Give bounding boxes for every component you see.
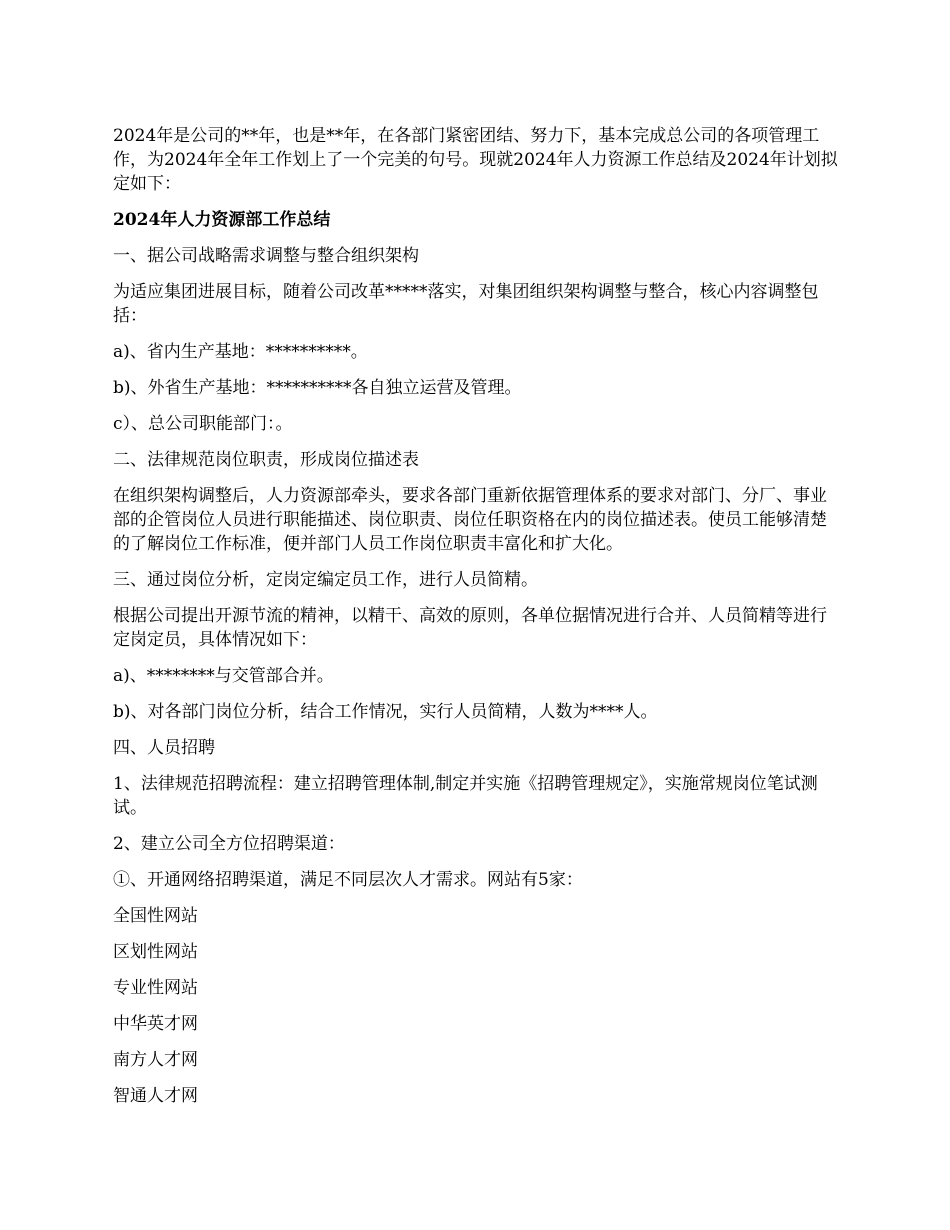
paragraph: 为适应集团进展目标，随着公司改革*****落实，对集团组织架构调整与整合，核心内容调整包括： [113, 282, 819, 326]
section-heading-2: 二、法律规范岗位职责，形成岗位描述表 [113, 450, 419, 470]
document-body [113, 124, 838, 1120]
intro-paragraph: 2024年是公司的**年，也是**年，在各部门紧密团结、努力下，基本完成总公司的各项管理工作，为2024年全年工作划上了一个完美的句号。现就2024年人力资源工作总结及2024年计划拟定如下： [113, 126, 838, 194]
list-item: 专业性网站 [113, 978, 198, 998]
list-item: b)、对各部门岗位分析，结合工作情况，实行人员简精，人数为****人。 [113, 702, 658, 722]
list-item: 全国性网站 [113, 906, 198, 926]
section-heading-1: 一、据公司战略需求调整与整合组织架构 [113, 246, 419, 266]
list-item: a)、省内生产基地：**********。 [113, 342, 368, 362]
list-item: 南方人才网 [113, 1050, 198, 1070]
list-item: 2、建立公司全方位招聘渠道： [113, 834, 345, 854]
list-item: b)、外省生产基地：**********各自独立运营及管理。 [113, 378, 522, 398]
paragraph: 根据公司提出开源节流的精神，以精干、高效的原则，各单位据情况进行合并、人员简精等进行定岗定员，具体情况如下： [113, 606, 827, 650]
list-item: c）、总公司职能部门：。 [113, 414, 293, 434]
list-item: 1、法律规范招聘流程：建立招聘管理体制,制定并实施《招聘管理规定》，实施常规岗位笔试测试。 [113, 774, 818, 818]
list-item: a)、********与交管部合并。 [113, 666, 334, 686]
section-heading-3: 三、通过岗位分析，定岗定编定员工作，进行人员简精。 [113, 570, 538, 590]
paragraph: 在组织架构调整后，人力资源部牵头，要求各部门重新依据管理体系的要求对部门、分厂、事业部的企管岗位人员进行职能描述、岗位职责、岗位任职资格在内的岗位描述表。使员工能够清楚的了解岗位工作标准，便并部门人员工作岗位职责丰富化和扩大化。 [113, 486, 827, 554]
list-item: ①、开通网络招聘渠道，满足不同层次人才需求。网站有5家： [113, 870, 583, 890]
list-item: 区划性网站 [113, 942, 198, 962]
list-item: 中华英才网 [113, 1014, 198, 1034]
section-title: 2024年人力资源部工作总结 [113, 210, 331, 230]
list-item: 智通人才网 [113, 1086, 198, 1106]
section-heading-4: 四、人员招聘 [113, 738, 215, 758]
